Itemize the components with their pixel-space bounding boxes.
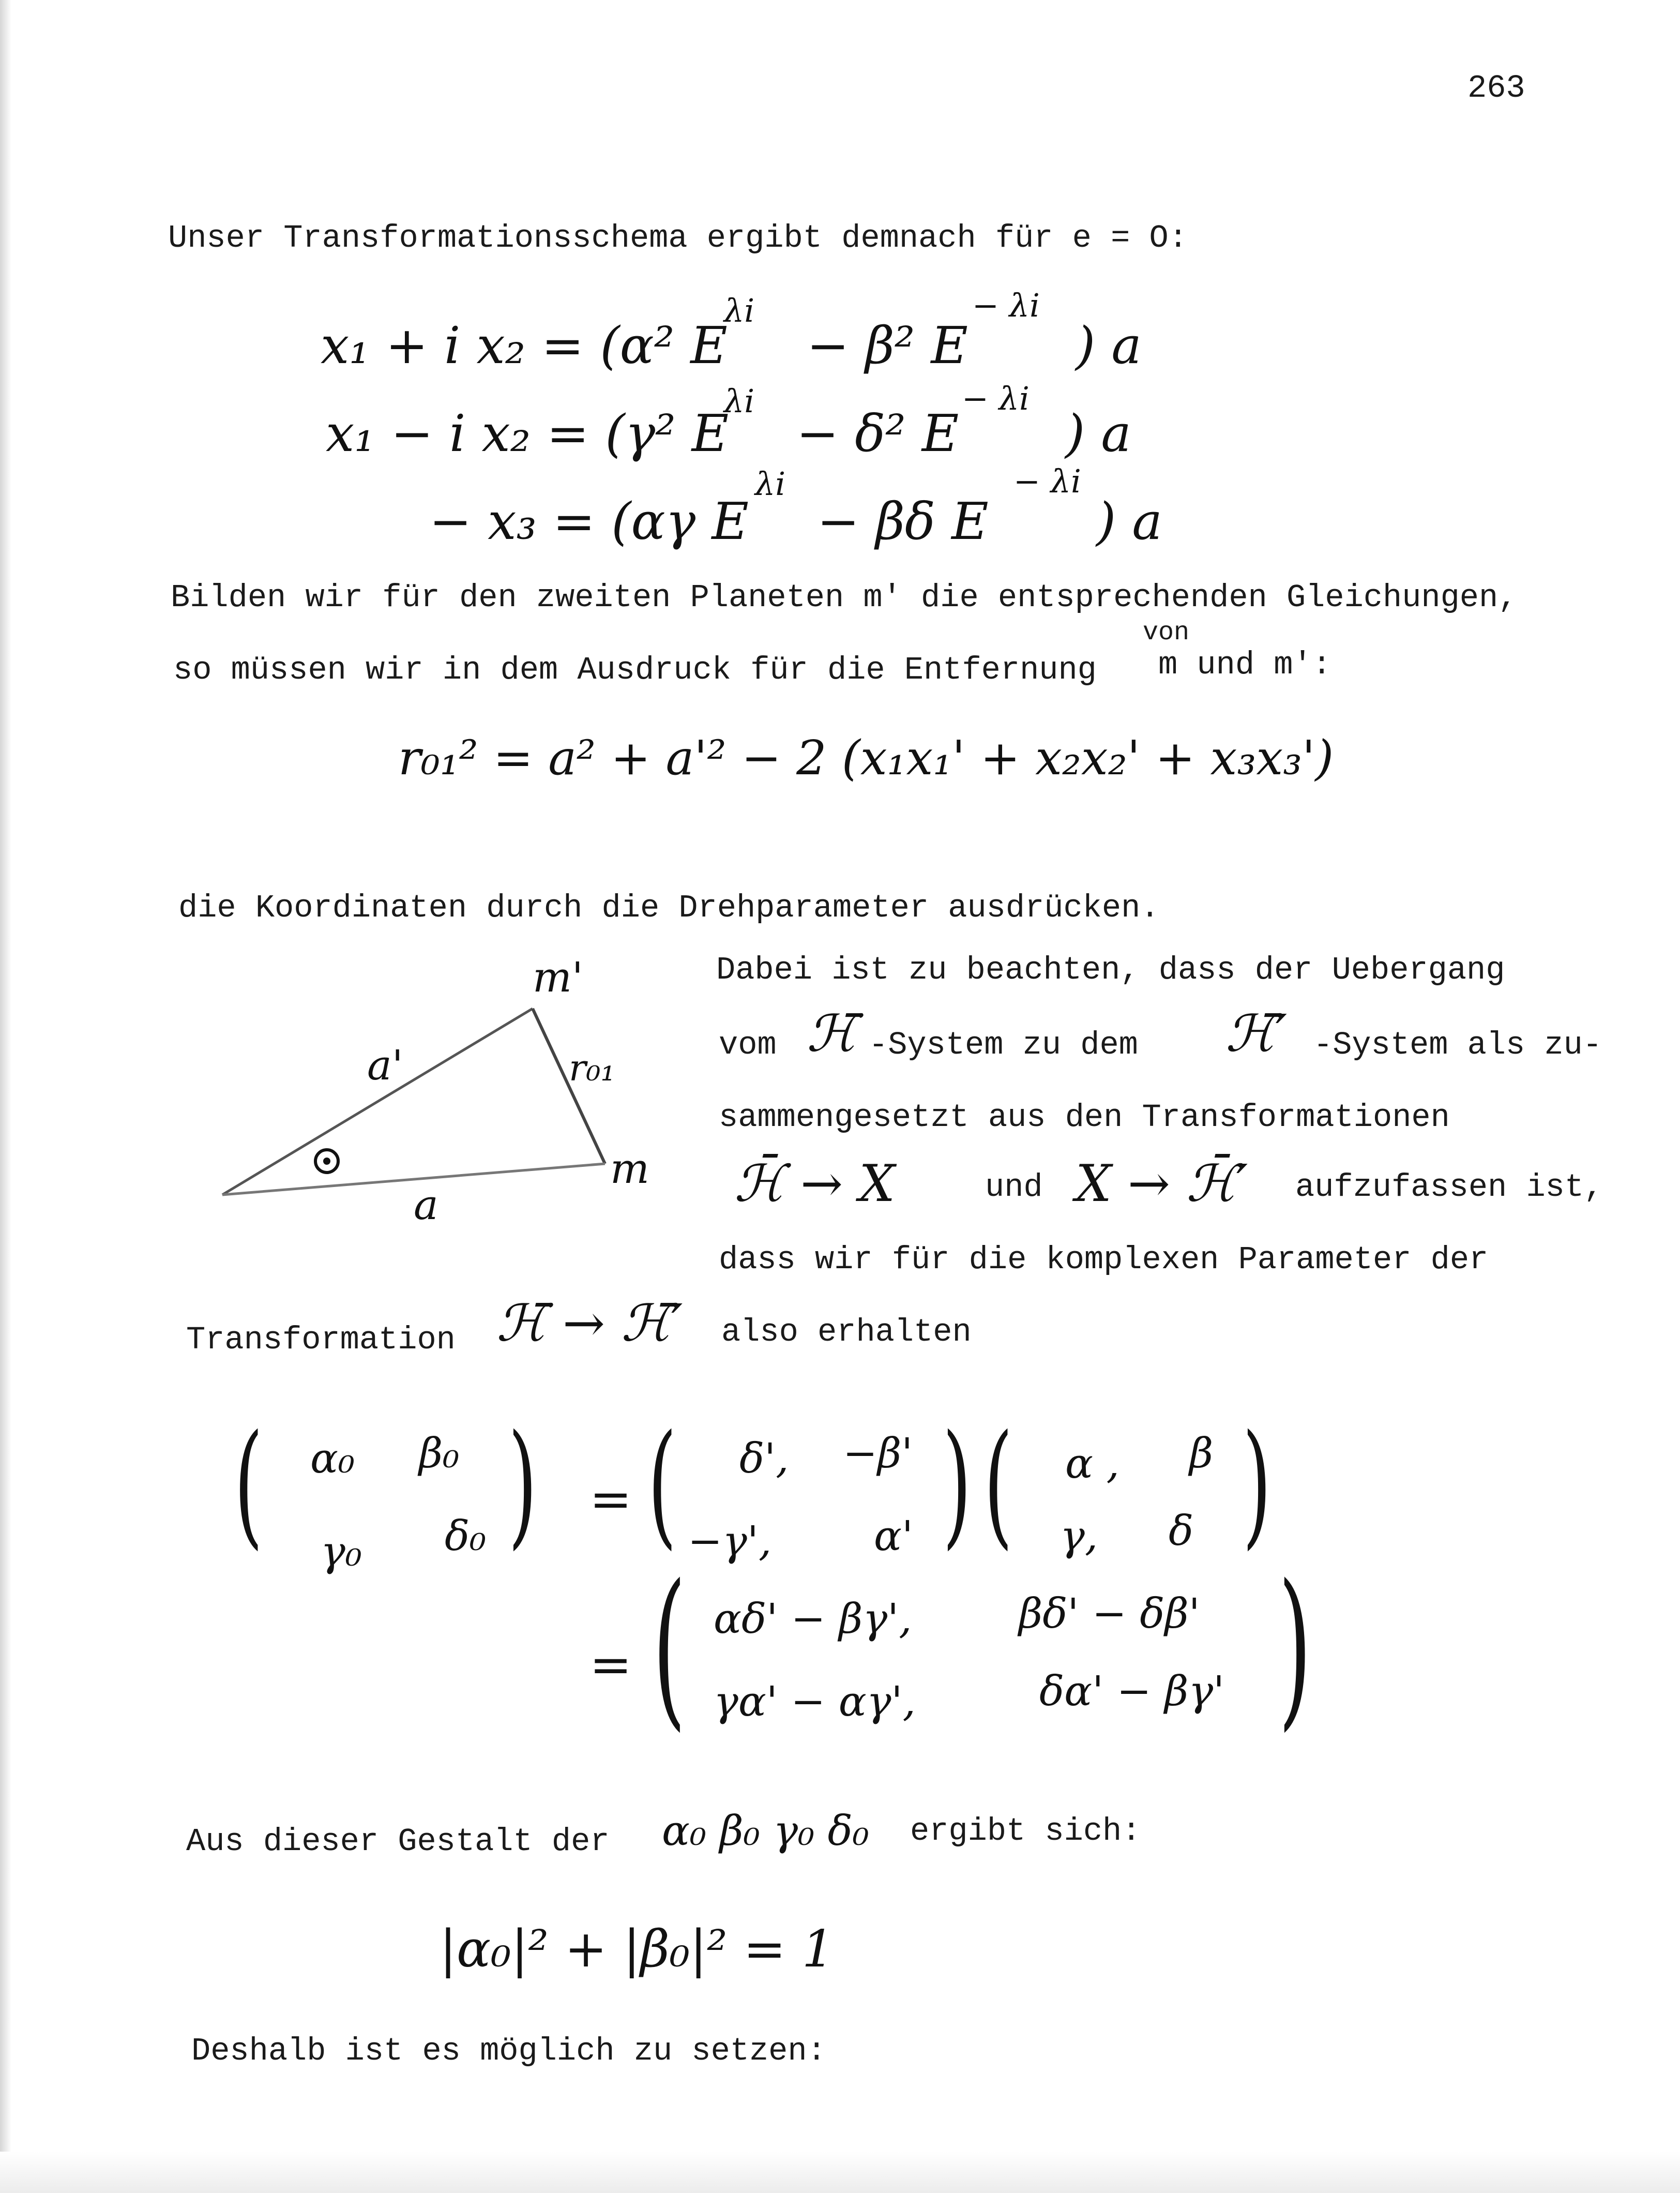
equals-sign-1: = (589, 1470, 632, 1529)
result-open-paren: ( (653, 1548, 686, 1747)
text-line-10a: Transformation (186, 1321, 456, 1358)
text-line-1: Unser Transformationsschema ergibt demnach für e = O: (168, 220, 1188, 257)
result-a: αδ' − βγ', (714, 1595, 912, 1643)
m1-minus-beta-prime: −β' (843, 1429, 913, 1477)
result-b: βδ' − δβ' (1019, 1589, 1200, 1638)
m1-close-paren: ) (942, 1406, 972, 1563)
eq1-main: x₁ + i x₂ = (α² E (321, 317, 728, 375)
lhs-open-paren: ( (234, 1406, 263, 1563)
lhs-beta0: β₀ (419, 1429, 460, 1477)
eq3-exp2: − λi (1013, 462, 1081, 500)
figure-label-m: m (610, 1145, 649, 1193)
figure-label-r01: r₀₁ (569, 1047, 615, 1089)
eq1-mid: − β² E (807, 317, 968, 375)
lhs-delta0: δ₀ (445, 1512, 487, 1560)
eq2-exp2: − λi (962, 380, 1030, 417)
lhs-close-paren: ) (508, 1406, 537, 1563)
transform-H-to-H-prime: ℋ̄ → ℋ̄′ (496, 1294, 683, 1353)
text-line-10b: also erhalten (721, 1314, 972, 1350)
distance-formula: r₀₁² = a² + a'² − 2 (x₁x₁' + x₂x₂' + x₃x₃') (398, 730, 1334, 786)
inserted-word-von: von (1143, 618, 1190, 648)
params-alpha-beta-gamma-delta: α₀ β₀ γ₀ δ₀ (662, 1807, 869, 1855)
result-d: δα' − βγ' (1039, 1667, 1225, 1715)
m1-alpha-prime: α' (874, 1512, 914, 1560)
m1-delta-prime: δ', (739, 1434, 789, 1482)
m1-minus-gamma-prime: −γ', (688, 1517, 772, 1565)
figure-label-a: a (414, 1181, 438, 1229)
text-line-5: Dabei ist zu beachten, dass der Uebergang (716, 952, 1505, 988)
figure-label-m-prime: m' (533, 953, 583, 1001)
transform-H-to-X: ℋ̄ → X (734, 1154, 896, 1213)
m1-open-paren: ( (647, 1406, 677, 1563)
m2-delta: δ (1169, 1507, 1194, 1555)
lhs-alpha0: α₀ (310, 1434, 355, 1482)
m2-gamma: γ, (1060, 1512, 1098, 1560)
side-a-prime (222, 1009, 533, 1195)
sun-symbol-dot (323, 1158, 330, 1165)
text-line-3a: so müssen wir in dem Ausdruck für die Entfernung (173, 652, 1097, 688)
transform-X-to-H: X → ℋ̄′ (1076, 1154, 1248, 1213)
text-line-9: dass wir für die komplexen Parameter der (719, 1241, 1489, 1278)
eq1-end: ) a (1076, 317, 1142, 375)
normalization-formula: |α₀|² + |β₀|² = 1 (440, 1920, 835, 1979)
result-c: γα' − αγ', (714, 1677, 916, 1725)
text-line-12: Deshalb ist es möglich zu setzen: (191, 2033, 826, 2069)
text-line-4: die Koordinaten durch die Drehparameter ausdrücken. (178, 890, 1160, 926)
m2-open-paren: ( (983, 1406, 1013, 1563)
text-line-8b: aufzufassen ist, (1295, 1169, 1603, 1206)
scan-bottom-shadow (0, 2152, 1680, 2193)
m2-alpha: α , (1065, 1439, 1119, 1488)
eq2-exp1: λi (724, 382, 755, 420)
eq3-exp1: λi (755, 465, 786, 503)
figure-label-a-prime: a' (367, 1041, 403, 1089)
eq3-mid: − βδ E (817, 492, 989, 551)
text-line-2: Bilden wir für den zweiten Planeten m' die entsprechenden Gleichungen, (171, 579, 1518, 616)
scan-edge-shadow (0, 0, 11, 2193)
symbol-H-bar: ℋ̄ (807, 1004, 857, 1063)
eq1-exp2: − λi (972, 287, 1040, 324)
m2-close-paren: ) (1242, 1406, 1272, 1563)
text-line-6c: -System als zu- (1313, 1027, 1602, 1063)
eq2-mid: − δ² E (796, 404, 959, 463)
page-number: 263 (1467, 70, 1525, 107)
text-line-3b: m und m': (1158, 647, 1331, 683)
text-line-6a: vom (719, 1027, 777, 1063)
eq2-end: ) a (1065, 404, 1131, 463)
text-line-8a: und (985, 1169, 1043, 1206)
m2-beta: β (1189, 1429, 1214, 1477)
eq2-main: x₁ − i x₂ = (γ² E (326, 404, 729, 463)
eq3-end: ) a (1096, 492, 1162, 551)
text-line-7: sammengesetzt aus den Transformationen (719, 1099, 1450, 1136)
text-line-11a: Aus dieser Gestalt der (186, 1823, 610, 1860)
lhs-gamma0: γ₀ (321, 1527, 362, 1575)
text-line-11b: ergibt sich: (910, 1813, 1141, 1850)
eq3-main: − x₃ = (αγ E (429, 492, 749, 551)
result-close-paren: ) (1278, 1548, 1312, 1747)
equals-sign-2: = (589, 1635, 632, 1694)
eq1-exp1: λi (724, 292, 755, 329)
text-line-6b: -System zu dem (869, 1027, 1138, 1063)
symbol-H-bar-prime: ℋ̄′ (1225, 1004, 1288, 1063)
